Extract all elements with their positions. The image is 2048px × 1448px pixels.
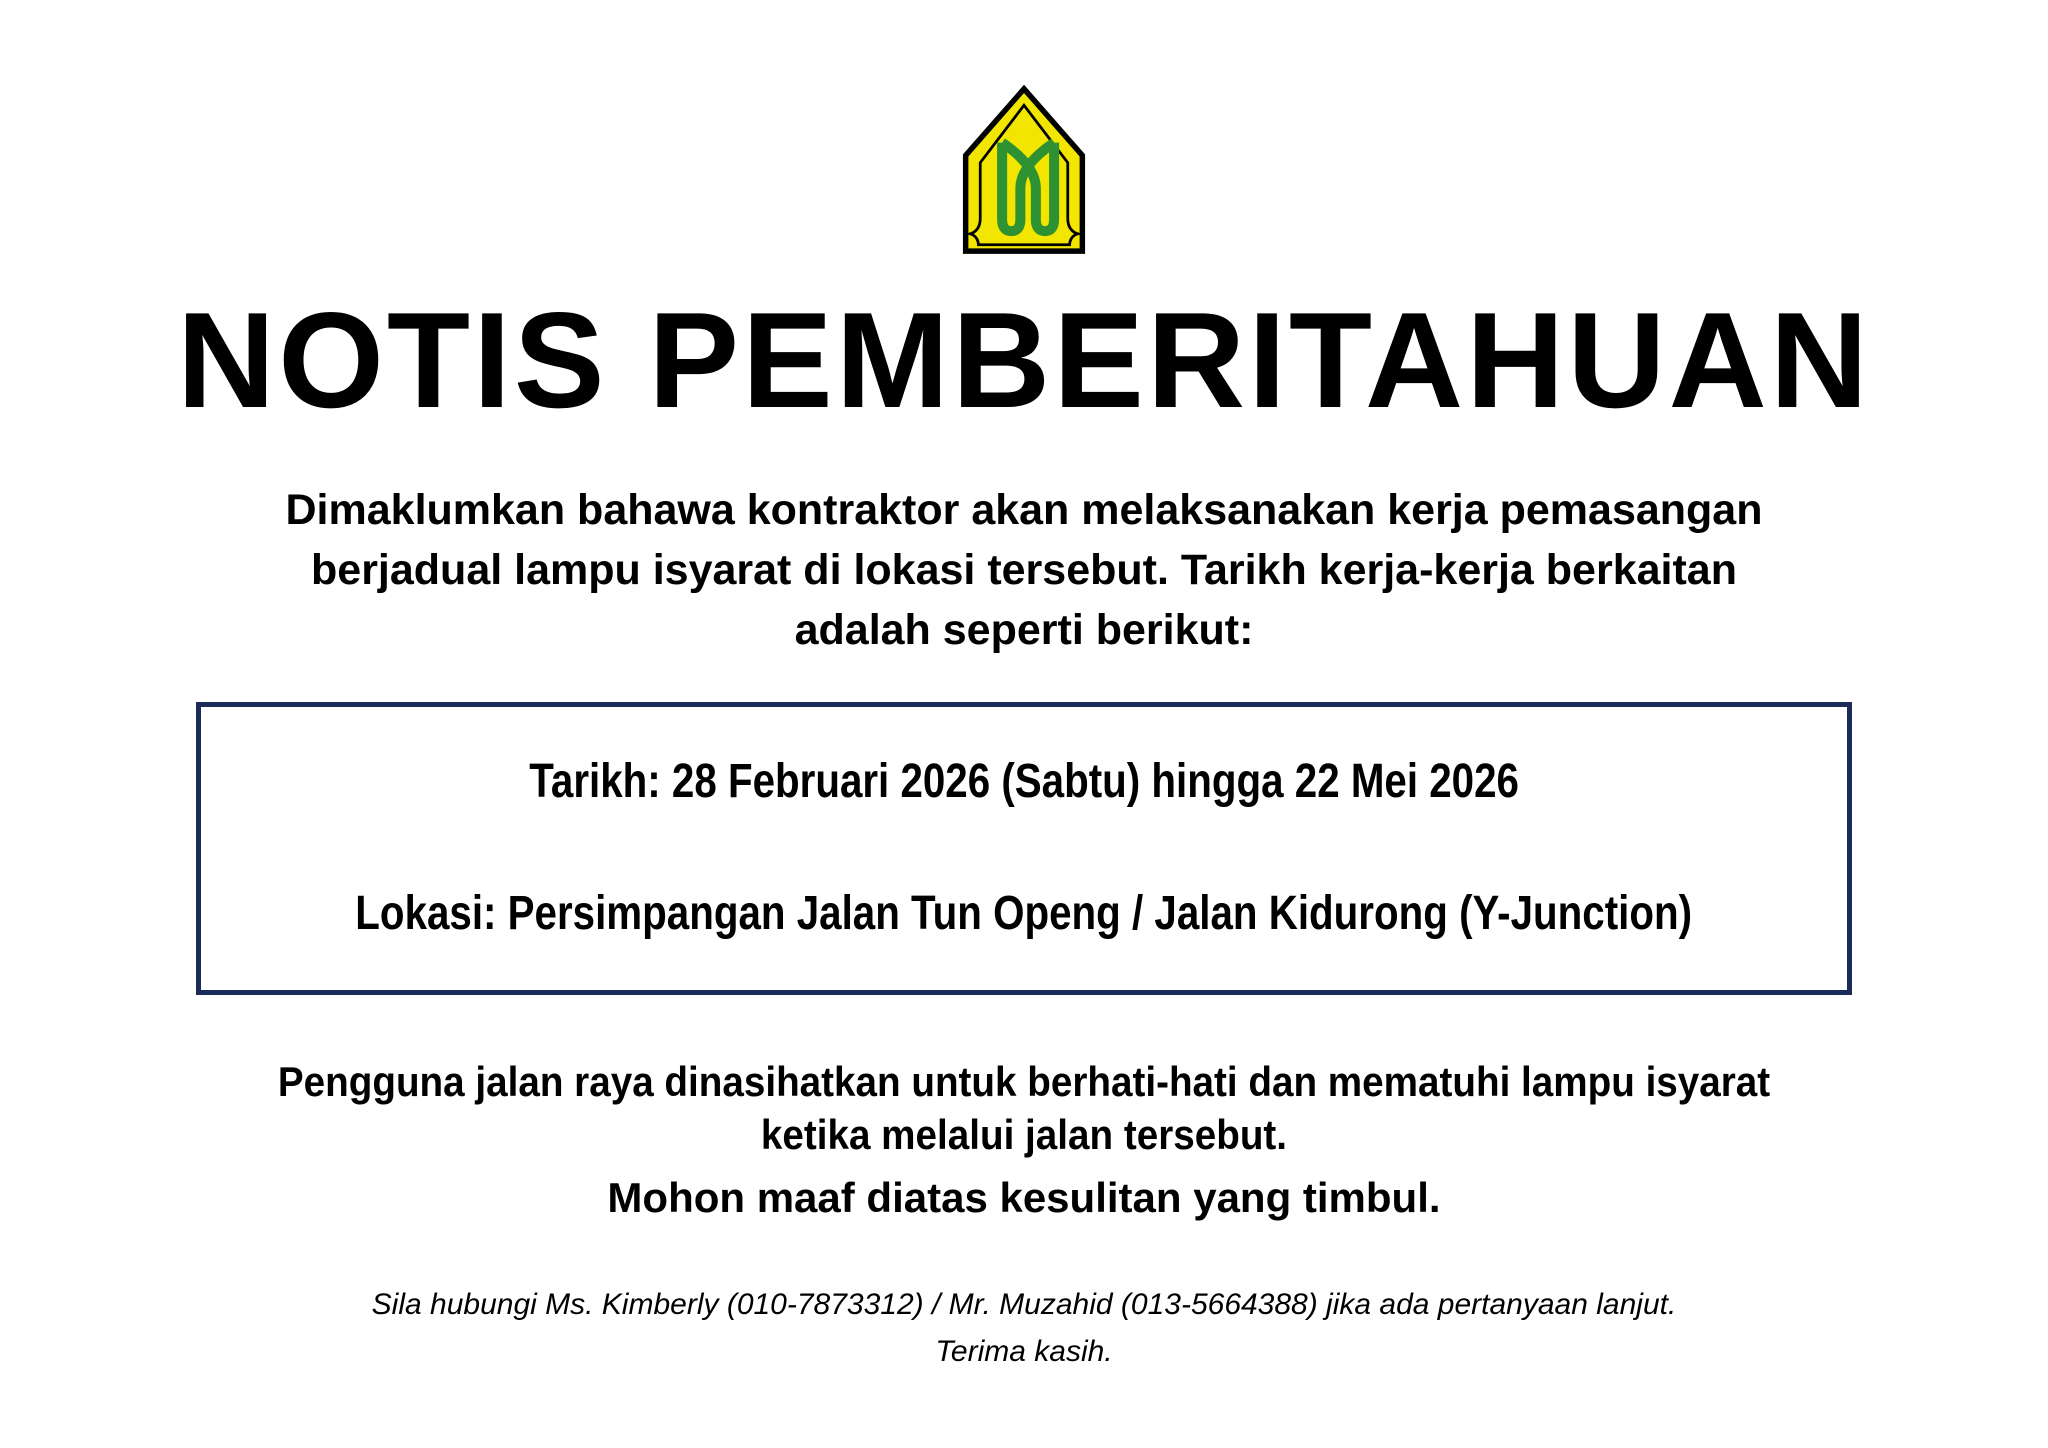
advisory-line-1: Pengguna jalan raya dinasihatkan untuk berhati-hati dan mematuhi lampu isyarat <box>277 1058 1771 1105</box>
contact-footer <box>0 1281 2048 1375</box>
intro-line-2: berjadual lampu isyarat di lokasi tersebut. Tarikh kerja-kerja berkaitan <box>311 546 1737 594</box>
notice-title: NOTIS PEMBERITAHUAN <box>176 284 1872 436</box>
intro-paragraph <box>0 480 2048 660</box>
location-text: Lokasi: Persimpangan Jalan Tun Openg / Jalan Kidurong (Y-Junction) <box>355 887 1693 940</box>
date-line <box>201 753 1847 811</box>
contact-line: Sila hubungi Ms. Kimberly (010-7873312) / Mr. Muzahid (013-5664388) jika ada pertanyaan lanjut. <box>371 1288 1677 1321</box>
advisory-line-2: ketika melalui jalan tersebut. <box>760 1111 1288 1158</box>
thanks-line: Terima kasih. <box>935 1335 1113 1368</box>
schedule-box <box>196 702 1852 995</box>
advisory-paragraph <box>0 1055 2048 1161</box>
intro-line-1: Dimaklumkan bahawa kontraktor akan melaksanakan kerja pemasangan <box>285 486 1763 534</box>
organization-logo <box>962 85 1086 255</box>
apology-line: Mohon maaf diatas kesulitan yang timbul. <box>607 1174 1441 1221</box>
house-emblem-icon <box>962 85 1086 255</box>
intro-line-3: adalah seperti berikut: <box>794 606 1254 654</box>
location-line <box>201 885 1847 943</box>
date-text: Tarikh: 28 Februari 2026 (Sabtu) hingga 22 Mei 2026 <box>529 755 1519 808</box>
